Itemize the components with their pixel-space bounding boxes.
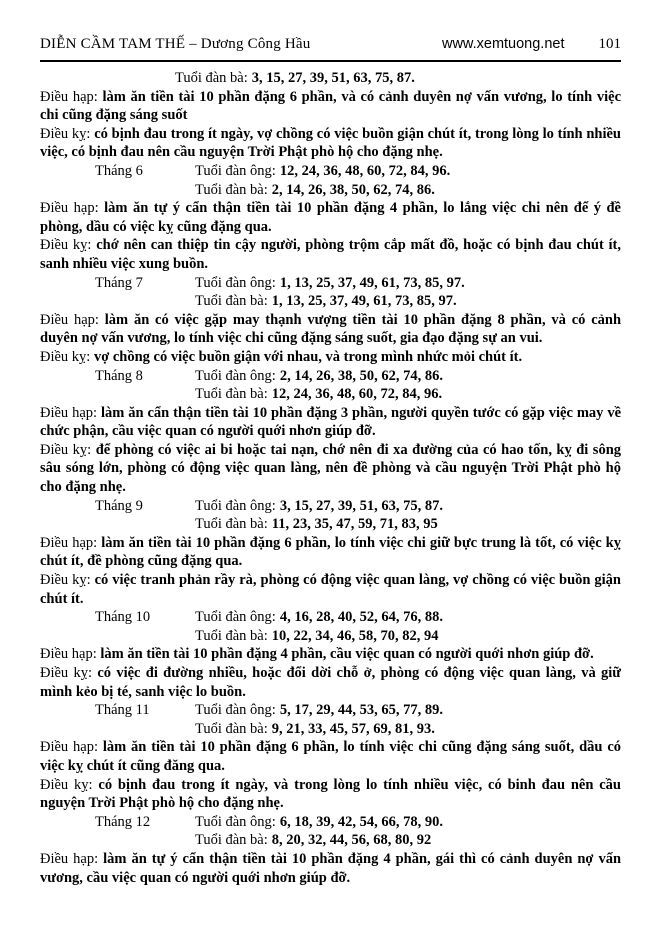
women-ages-row xyxy=(175,69,621,88)
men-ages-label: Tuổi đàn ông: xyxy=(195,162,276,179)
document-title: DIỄN CẦM TAM THẾ – Dương Công Hầu xyxy=(40,36,311,52)
ky-label: Điều kỵ: xyxy=(40,441,92,458)
month-name: Tháng 7 xyxy=(95,274,143,291)
page-header xyxy=(40,36,621,53)
hap-text: làm ăn cẩn thận tiền tài 10 phần đặng 3 phần, người quyền tước có gặp việc may về chức phận, cầu việc quan có người quới nhơn giúp đỡ. xyxy=(40,404,622,440)
month-name: Tháng 12 xyxy=(95,813,151,830)
ky-label: Điều kỵ: xyxy=(40,125,91,142)
men-ages-value: 4, 16, 28, 40, 52, 64, 76, 88. xyxy=(279,609,443,626)
ky-label: Điều kỵ: xyxy=(40,665,93,681)
month-row xyxy=(40,701,621,720)
month-name: Tháng 10 xyxy=(95,609,151,626)
hap-label: Điều hạp: xyxy=(40,404,98,421)
hap-label: Điều hạp: xyxy=(40,534,98,551)
women-ages-value: 12, 24, 36, 48, 60, 72, 84, 96. xyxy=(271,386,443,403)
ky-label: Điều kỵ: xyxy=(40,572,91,589)
hap-label: Điều hạp: xyxy=(40,850,99,867)
women-ages-row xyxy=(195,292,621,311)
men-ages-label: Tuổi đàn ông: xyxy=(195,813,276,830)
men-ages-value: 2, 14, 26, 38, 50, 62, 74, 86. xyxy=(279,367,443,384)
month-name: Tháng 6 xyxy=(95,162,143,179)
hap-text: làm ăn tiền tài 10 phần đặng 6 phần, và có cảnh duyên nợ vấn vương, lo tính việc chi cũng đặng sáng suốt xyxy=(40,88,622,124)
men-ages-label: Tuổi đàn ông: xyxy=(195,702,276,719)
hap-paragraph xyxy=(40,88,621,125)
women-ages-value: 2, 14, 26, 38, 50, 62, 74, 86. xyxy=(271,181,435,198)
women-ages-value: 3, 15, 27, 39, 51, 63, 75, 87. xyxy=(251,70,415,86)
ky-text: có việc tranh phản rầy rà, phòng có động việc quan làng, vợ chồng có việc buồn giận chút ít. xyxy=(40,572,621,607)
women-ages-row xyxy=(195,515,621,534)
women-ages-row xyxy=(195,627,621,646)
men-ages-label: Tuổi đàn ông: xyxy=(195,274,276,291)
ky-text: chớ nên can thiệp tin cậy người, phòng trộm cắp mất đồ, hoặc có bịnh đau chút ít, sanh nhiều việc xung buồn. xyxy=(40,237,621,272)
hap-paragraph xyxy=(40,404,621,441)
women-ages-row xyxy=(195,831,621,850)
women-ages-value: 9, 21, 33, 45, 57, 69, 81, 93. xyxy=(271,720,435,737)
ky-label: Điều kỵ: xyxy=(40,348,91,365)
women-ages-label: Tuổi đàn bà: xyxy=(195,516,268,533)
men-ages-value: 6, 18, 39, 42, 54, 66, 78, 90. xyxy=(279,813,443,830)
ky-paragraph xyxy=(40,776,621,813)
hap-text: làm ăn tiền tài 10 phần đặng 4 phần, cầu việc quan có người quới nhơn giúp đỡ. xyxy=(100,646,594,663)
men-ages-label: Tuổi đàn ông: xyxy=(195,367,276,384)
hap-paragraph xyxy=(40,645,621,664)
women-ages-value: 8, 20, 32, 44, 56, 68, 80, 92 xyxy=(271,832,432,849)
women-ages-value: 1, 13, 25, 37, 49, 61, 73, 85, 97. xyxy=(271,293,457,310)
ky-label: Điều kỵ: xyxy=(40,237,92,254)
ky-paragraph xyxy=(40,441,621,497)
hap-label: Điều hạp: xyxy=(40,88,98,105)
hap-label: Điều hạp: xyxy=(40,200,99,217)
ky-paragraph xyxy=(40,348,621,367)
hap-paragraph xyxy=(40,850,621,887)
ky-paragraph xyxy=(40,236,621,273)
women-ages-row xyxy=(195,385,621,404)
ky-text: có bịnh đau trong ít ngày, và trong lòng lo tính nhiều việc, có binh đau nên cầu nguyện Trời Phật phò hộ cho đặng nhẹ. xyxy=(40,776,621,812)
hap-label: Điều hạp: xyxy=(40,646,97,663)
men-ages-value: 3, 15, 27, 39, 51, 63, 75, 87. xyxy=(279,497,443,514)
hap-text: làm ăn tự ý cẩn thận tiền tài 10 phần đặng 4 phần, gái thì có cảnh duyên nợ vấn vương, cầu việc quan có người quới nhơn giúp đỡ. xyxy=(40,850,622,886)
month-name: Tháng 9 xyxy=(95,497,143,514)
hap-paragraph xyxy=(40,534,621,571)
men-ages-value: 12, 24, 36, 48, 60, 72, 84, 96. xyxy=(279,162,451,179)
women-ages-label: Tuổi đàn bà: xyxy=(195,832,268,849)
women-ages-row xyxy=(195,720,621,739)
website-url: www.xemtuong.net xyxy=(441,36,565,52)
hap-label: Điều hạp: xyxy=(40,739,98,756)
women-ages-label: Tuổi đàn bà: xyxy=(195,181,268,198)
women-ages-label: Tuổi đàn bà: xyxy=(195,720,268,737)
page-number: 101 xyxy=(598,36,621,52)
month-row xyxy=(40,497,621,516)
header-rule xyxy=(40,60,621,62)
month-row xyxy=(40,274,621,293)
women-ages-label: Tuổi đàn bà: xyxy=(195,293,268,310)
month-row xyxy=(40,813,621,832)
ky-paragraph xyxy=(40,571,621,608)
hap-label: Điều hạp: xyxy=(40,311,99,328)
hap-paragraph xyxy=(40,311,621,348)
hap-paragraph xyxy=(40,199,621,236)
month-row xyxy=(40,367,621,386)
women-ages-label: Tuổi đàn bà: xyxy=(175,70,248,86)
ky-text: có bịnh đau trong ít ngày, vợ chồng có việc buồn giận chút ít, trong lòng lo tính nhiều việc, có bịnh đau nên cầu nguyện Trời Phật phò hộ cho đặng nhẹ. xyxy=(40,125,621,161)
men-ages-label: Tuổi đàn ông: xyxy=(195,497,276,514)
hap-text: làm ăn tiền tài 10 phần đặng 6 phần, lo tính việc chi giữ bực trung là tốt, có việc kỵ chút ít, đề phòng cũng đặng qua. xyxy=(40,534,621,570)
hap-text: làm ăn tự ý cẩn thận tiền tài 10 phần đặng 4 phần, lo lắng việc chi nên để ý đề phòng, dầu có việc kỵ cũng đặng qua. xyxy=(40,200,621,235)
women-ages-label: Tuổi đàn bà: xyxy=(195,386,268,403)
men-ages-label: Tuổi đàn ông: xyxy=(195,609,276,626)
ky-label: Điều kỵ: xyxy=(40,776,93,793)
hap-paragraph xyxy=(40,738,621,775)
hap-text: làm ăn tiền tài 10 phần đặng 6 phần, lo tính việc chi cũng đặng sáng suốt, dầu có việc kỵ chút ít cũng đăng qua. xyxy=(40,739,622,774)
ky-paragraph xyxy=(40,125,621,162)
month-name: Tháng 8 xyxy=(95,367,143,384)
page-body xyxy=(40,69,621,887)
women-ages-value: 10, 22, 34, 46, 58, 70, 82, 94 xyxy=(271,627,439,644)
ky-text: có việc đi đường nhiều, hoặc đổi dời chỗ ở, phòng có động việc quan làng, và giữ mình kẻo bị té, sanh việc lo buồn. xyxy=(40,665,622,700)
ky-text: để phòng có việc ai bi hoặc tai nạn, chớ nên đi xa đường của có hao tốn, kỵ đi sông sâu sóng lớn, phòng có động việc quan làng, nên đề phòng và cầu nguyện Trời Phật phò hộ cho đặng nhẹ. xyxy=(40,441,622,496)
women-ages-row xyxy=(195,181,621,200)
men-ages-value: 1, 13, 25, 37, 49, 61, 73, 85, 97. xyxy=(279,274,465,291)
ky-paragraph xyxy=(40,664,621,701)
hap-text: làm ăn có việc gặp may thạnh vượng tiền tài 10 phần đặng 8 phần, và có cảnh duyên nợ vấn vương, lo tính việc chi cũng đặng sáng suốt, gia đạo đặng sự an vui. xyxy=(40,311,622,347)
women-ages-value: 11, 23, 35, 47, 59, 71, 83, 95 xyxy=(271,516,438,533)
men-ages-value: 5, 17, 29, 44, 53, 65, 77, 89. xyxy=(279,702,443,719)
women-ages-label: Tuổi đàn bà: xyxy=(195,627,268,644)
month-row xyxy=(40,608,621,627)
ky-text: vợ chồng có việc buồn giận với nhau, và trong mình nhức mỏi chút ít. xyxy=(93,348,523,365)
month-name: Tháng 11 xyxy=(95,702,150,719)
month-row xyxy=(40,162,621,181)
